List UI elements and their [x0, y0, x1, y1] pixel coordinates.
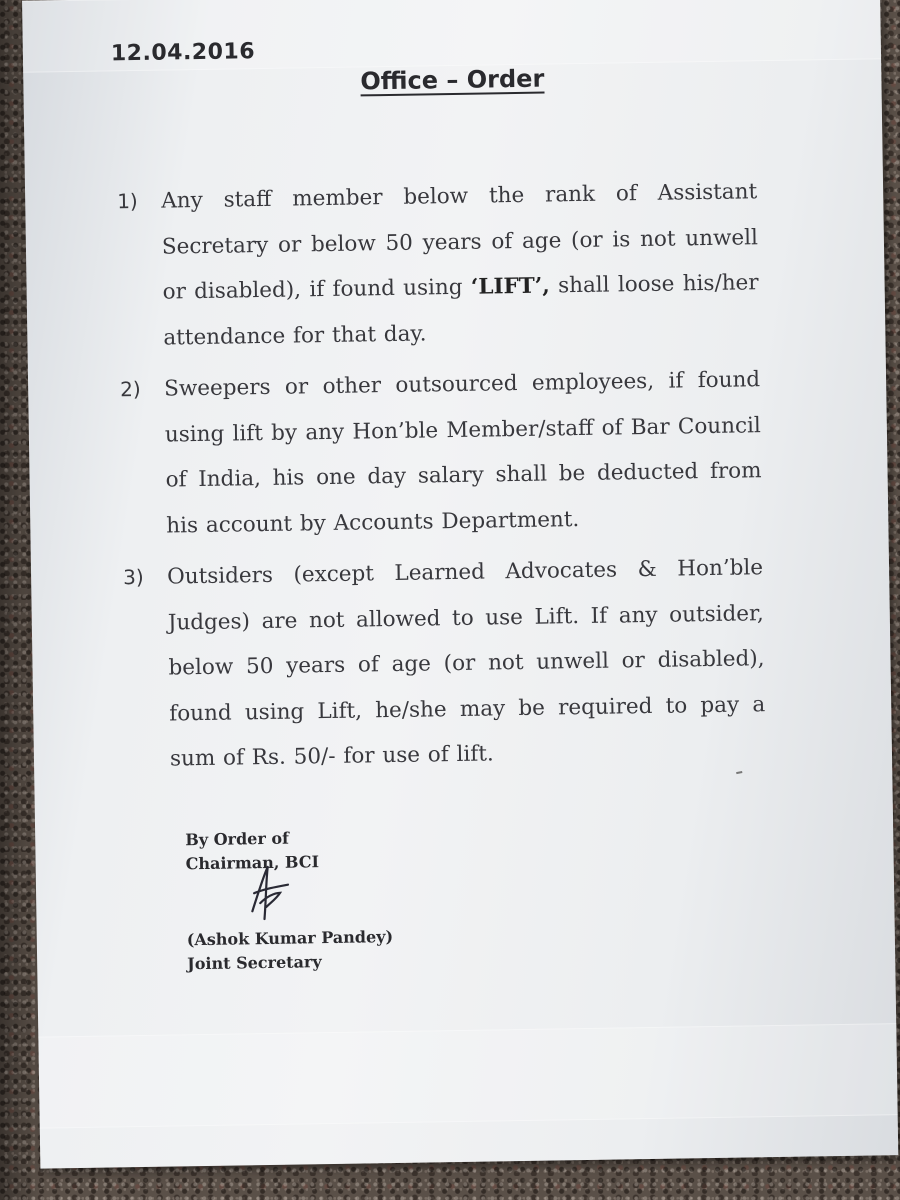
- handwritten-signature-icon: [244, 863, 295, 924]
- item-text: [161, 169, 760, 360]
- item-text: Outsiders (except Learned Advocates & Hon’ble Judges) are not allowed to use Lift. If any outsider, below 50 years of age (or not unwell or disabled), found using Lift, he/she may be required to pay a sum of Rs. 50/- for use of lift.: [166, 555, 766, 772]
- signature-block: [185, 825, 394, 976]
- signatory-name: (Ashok Kumar Pandey): [186, 927, 394, 950]
- lift-emphasis: ‘LIFT’,: [470, 273, 550, 300]
- by-order-line: By Order of: [185, 828, 290, 850]
- item-text: Sweepers or other outsourced employees, if found using lift by any Hon’ble Member/staff of Bar Council of India, his one day salary shall be deducted from his account by Accounts Department.: [163, 367, 762, 539]
- item-number: 3): [122, 564, 144, 590]
- tape-strip-bottom: [38, 1023, 897, 1128]
- order-item-1: [117, 169, 760, 361]
- notice-date: 12.04.2016: [110, 39, 256, 67]
- signature-area: [186, 873, 393, 928]
- item-number: 2): [119, 376, 141, 402]
- item-text-part: Any staff member below the rank of Assistant Secretary or below 50 years of age (or is not unwell or disabled), if found using: [161, 179, 759, 305]
- item-text-part: shall loose his/her attendance for that day.: [163, 270, 759, 351]
- signatory-designation: Joint Secretary: [187, 952, 322, 974]
- chairman-line: Chairman, BCI: [185, 852, 320, 874]
- office-order-notice: [22, 0, 898, 1169]
- item-number: 1): [117, 188, 138, 214]
- notice-title: Office – Order: [360, 64, 545, 96]
- order-items: [117, 169, 766, 788]
- order-item-3: [123, 545, 766, 783]
- order-item-2: [120, 357, 763, 549]
